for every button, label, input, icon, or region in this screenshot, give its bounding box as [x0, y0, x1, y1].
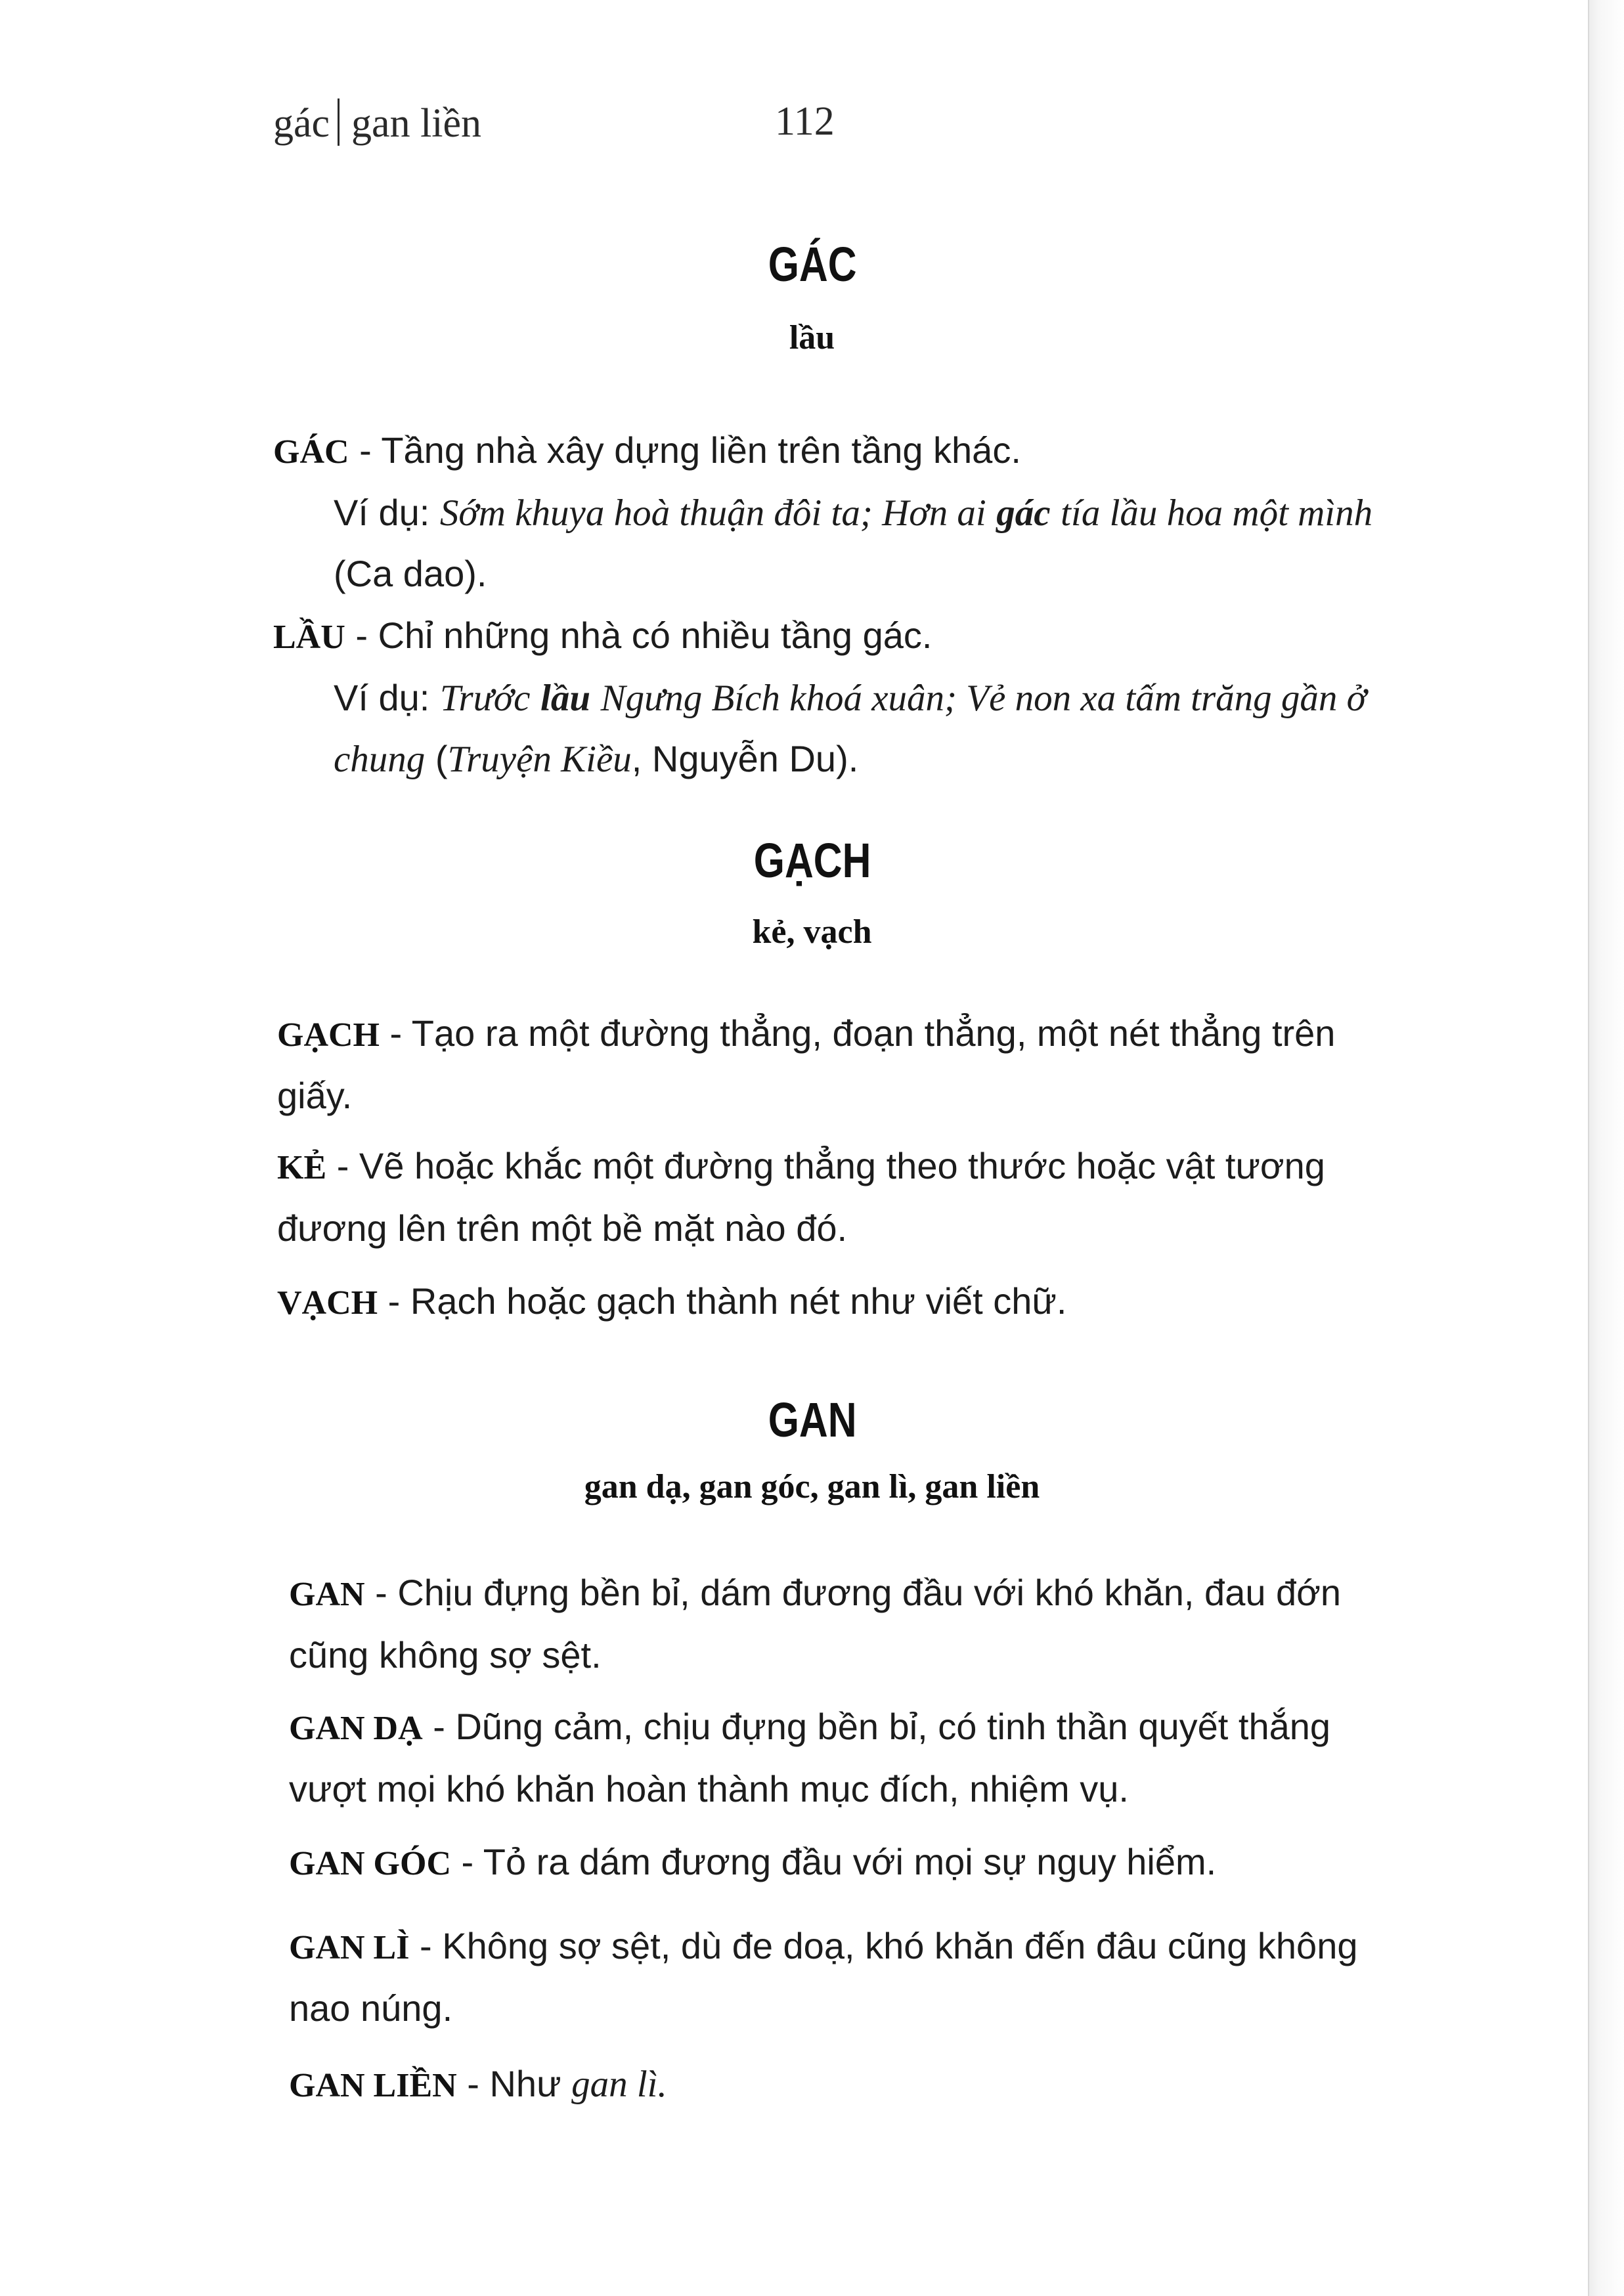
headword: GẠCH [277, 1016, 380, 1054]
entry-definition-line: GAN LÌ - Không sợ sệt, dù đe doạ, khó khăn đến đâu cũng không nao núng. [289, 1925, 1358, 2029]
headword: GAN LIỀN [289, 2067, 457, 2104]
example-source-work: Truyện Kiều [447, 739, 632, 780]
headword: GAN [289, 1576, 365, 1613]
entry-gan-lien [289, 2054, 1399, 2116]
definition: Tỏ ra dám đương đầu với mọi sự nguy hiểm. [483, 1841, 1217, 1882]
example-text: Ngưng Bích khoá xuân; Vẻ non xa tấm trăng gần ở chung [334, 678, 1367, 780]
definition: Tạo ra một đường thẳng, đoạn thẳng, một nét thẳng trên giấy. [277, 1012, 1336, 1116]
group-synonyms-gan: gan dạ, gan góc, gan lì, gan liền [584, 1468, 1040, 1505]
guide-word-last: gan liền [351, 101, 482, 146]
entry-gac [273, 420, 1383, 604]
headword: VẠCH [277, 1284, 378, 1322]
entry-definition-line: KẺ - Vẽ hoặc khắc một đường thẳng theo thước hoặc vật tương đương lên trên một bề mặt nào đó. [277, 1145, 1325, 1249]
headword: KẺ [277, 1149, 327, 1186]
definition: Dũng cảm, chịu đựng bền bỉ, có tinh thần quyết thắng vượt mọi khó khăn hoàn thành mục đích, nhiệm vụ. [289, 1706, 1331, 1809]
entry-ke [277, 1136, 1387, 1259]
entry-gan-li [289, 1916, 1399, 2039]
entry-gach [277, 1003, 1387, 1126]
entry-definition-line: LẦU - Chỉ những nhà có nhiều tầng gác. [273, 615, 933, 656]
example-keyword: lầu [540, 678, 591, 719]
entry-definition-line: GAN GÓC - Tỏ ra dám đương đầu với mọi sự nguy hiểm. [289, 1841, 1217, 1882]
example-source-author: , Nguyễn Du). [631, 738, 859, 779]
entry-gan-goc [289, 1832, 1399, 1894]
entry-vach [277, 1271, 1387, 1333]
example-label: Ví dụ: [334, 492, 430, 533]
page-number: 112 [775, 99, 835, 144]
example-text: Trước [439, 678, 531, 719]
example-label: Ví dụ: [334, 677, 430, 718]
example-text: Sớm khuya hoà thuận đôi ta; Hơn ai [439, 492, 986, 534]
entry-definition-line: VẠCH - Rạch hoặc gạch thành nét như viết chữ. [277, 1280, 1067, 1322]
entry-definition-line: GAN DẠ - Dũng cảm, chịu đựng bền bỉ, có tinh thần quyết thắng vượt mọi khó khăn hoàn thành mục đích, nhiệm vụ. [289, 1706, 1331, 1809]
example-source: (Ca dao). [334, 553, 487, 594]
entry-definition-line: GẠCH - Tạo ra một đường thẳng, đoạn thẳng, một nét thẳng trên giấy. [277, 1012, 1336, 1116]
definition: Chỉ những nhà có nhiều tầng gác. [378, 615, 933, 656]
cross-reference: gan lì. [571, 2064, 667, 2105]
entry-example [273, 668, 1383, 790]
group-synonyms-gach: kẻ, vạch [752, 913, 872, 951]
group-title-gan: GAN [768, 1393, 857, 1447]
headword: GAN LÌ [289, 1929, 410, 1966]
headword: LẦU [273, 618, 345, 656]
guide-word-first: gác [273, 101, 330, 146]
example-keyword: gác [996, 492, 1051, 534]
example-source-open: ( [435, 738, 448, 779]
entry-definition-line: GAN - Chịu đựng bền bỉ, dám đương đầu với khó khăn, đau đớn cũng không sợ sệt. [289, 1572, 1342, 1676]
example-text: tía lầu hoa một mình [1061, 492, 1373, 534]
definition: Tầng nhà xây dựng liền trên tầng khác. [381, 429, 1021, 471]
entry-example [273, 483, 1383, 604]
entry-definition-line: GÁC - Tầng nhà xây dựng liền trên tầng khác. [273, 429, 1021, 471]
group-title-gach: GẠCH [753, 833, 871, 888]
guide-separator [338, 98, 340, 146]
definition: Vẽ hoặc khắc một đường thẳng theo thước hoặc vật tương đương lên trên một bề mặt nào đó. [277, 1145, 1325, 1249]
entry-gan [289, 1563, 1399, 1685]
group-synonyms-gac: lầu [789, 319, 835, 357]
entry-definition-line: GAN LIỀN - Như gan lì. [289, 2063, 667, 2105]
headword: GAN DẠ [289, 1710, 423, 1747]
headword: GÁC [273, 433, 349, 471]
definition: Như [489, 2063, 561, 2104]
entry-lau [273, 605, 1383, 790]
definition: Rạch hoặc gạch thành nét như viết chữ. [410, 1280, 1067, 1322]
group-title-gac: GÁC [768, 237, 857, 292]
entry-gan-da [289, 1697, 1399, 1819]
definition: Chịu đựng bền bỉ, dám đương đầu với khó khăn, đau đớn cũng không sợ sệt. [289, 1572, 1342, 1676]
definition: Không sợ sệt, dù đe doạ, khó khăn đến đâu cũng không nao núng. [289, 1925, 1358, 2029]
running-head [273, 98, 481, 147]
headword: GAN GÓC [289, 1845, 451, 1882]
